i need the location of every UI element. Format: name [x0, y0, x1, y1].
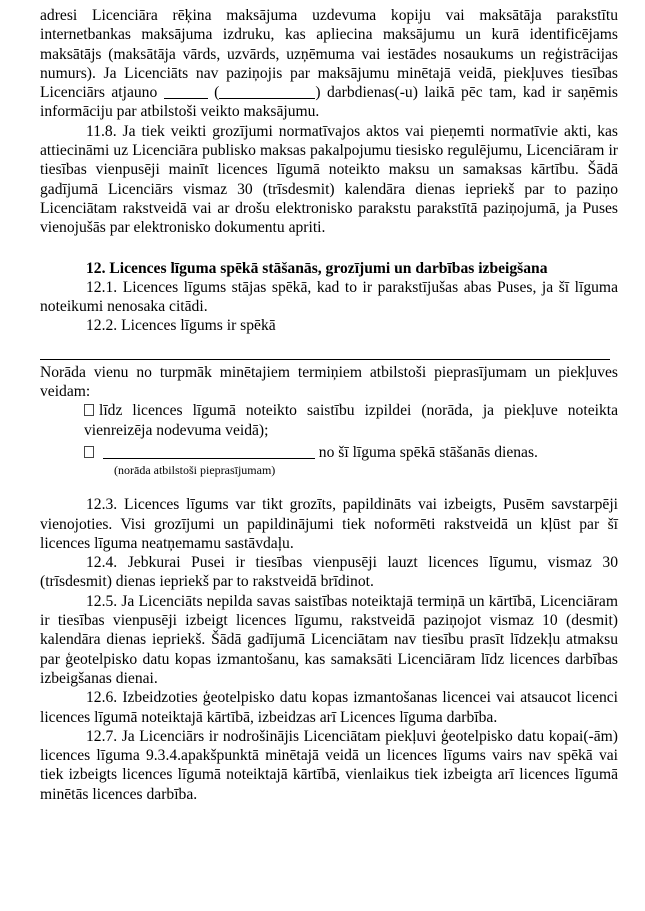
continuation-text: adresi Licenciāra rēķina maksājuma uzdevuma kopiju vai maksātāja parakstītu internetbankas maksājuma izdruku, kas apliecina maksājumu un kurā identificējams maksātājs (maksātāja vārds, uzvārds, uzņēmuma vai iestādes nosaukums un reģistrācijas numurs). Ja Licenciāts nav paziņojis par maksājumu minētajā veidā, piekļuves tiesības Licenciārs atjauno [40, 7, 618, 102]
blank-days-words[interactable] [219, 84, 315, 99]
blank-term-input[interactable] [103, 444, 315, 459]
horizontal-rule [40, 359, 610, 360]
paren-open: ( [207, 84, 220, 102]
continuation-text-end: darbdienas(-u) laikā pēc tam, kad ir saņēmis informāciju par atbilstoši veikto maksājumu. [40, 84, 618, 121]
continuation-paragraph [40, 6, 618, 122]
clause-12-2: 12.2. Licences līgums ir spēkā [86, 317, 276, 335]
checkbox-option-1[interactable] [84, 404, 94, 416]
clause-12-6: 12.6. Izbeidzoties ģeotelpisko datu kopas izmantošanas licencei vai atsaucot licenci licences līgumā noteiktajā kārtībā, izbeidzas arī Licences līguma darbība. [40, 689, 618, 726]
option-1 [40, 401, 618, 440]
clause-12-5: 12.5. Ja Licenciāts nepilda savas saistības noteiktajā termiņā un kārtībā, Licenciāram ir tiesības vienpusēji izbeigt licences līgumu, rakstveidā paziņojot vismaz 10 (desmit) kalendāra dienas iepriekš. Šādā gadījumā Licenciātam nav tiesību prasīt līdzekļu atmaksu par ģeotelpisko datu kopas izmantošanu, kas samaksāti Licenciāram līdz licences darbības izbeigšanas dienai. [40, 592, 618, 687]
option-2 [40, 443, 618, 462]
blank-days-number[interactable] [164, 84, 208, 99]
clause-11-8: 11.8. Ja tiek veikti grozījumi normatīvajos aktos vai pieņemti normatīvie akti, kas attiecināmi uz Licenciāra publisko maksas pakalpojumu tiesisko regulējumu, Licenciāram ir tiesības vienpusēji mainīt licences līgumā noteikto maksu un samaksas kārtību. Šādā gadījumā Licenciārs vismaz 30 (trīsdesmit) kalendāra dienas iepriekš par to paziņo Licenciātam rakstveidā vai ar drošu elektronisko parakstu parakstītā paziņojumā, ja Puses vienojušās par elektronisko dokumentu apriti. [40, 122, 618, 237]
clause-12-3: 12.3. Licences līgums var tikt grozīts, papildināts vai izbeigts, Pusēm savstarpēji vienojoties. Visi grozījumi un papildinājumi tiek noformēti rakstveidā un kļūst par šī licences līguma neatņemamu sastāvdaļu. [40, 496, 618, 552]
paren-close: ) [315, 84, 321, 102]
clause-12-4: 12.4. Jebkurai Pusei ir tiesības vienpusēji lauzt licences līgumu, vismaz 30 (trīsdesmit) dienas iepriekš par to rakstveidā brīdinot. [40, 554, 618, 591]
section-12-heading: 12. Licences līguma spēkā stāšanās, grozījumi un darbības izbeigšana [86, 259, 548, 277]
document-page [40, 6, 618, 804]
instruction-text: Norāda vienu no turpmāk minētajiem termiņiem atbilstoši pieprasījumam un piekļuves veidam: [40, 363, 618, 401]
option-2-note: (norāda atbilstoši pieprasījumam) [114, 463, 276, 478]
checkbox-option-2[interactable] [84, 446, 94, 458]
option-1-label: līdz licences līgumā noteikto saistību izpildei (norāda, ja piekļuve noteikta vienreizēja nodevuma veidā); [84, 402, 618, 439]
option-2-label: no šī līguma spēkā stāšanās dienas. [314, 443, 538, 461]
clause-12-1: 12.1. Licences līgums stājas spēkā, kad to ir parakstījušas abas Puses, ja šī līguma noteikumi nenosaka citādi. [40, 278, 618, 316]
clause-12-7: 12.7. Ja Licenciārs ir nodrošinājis Licenciātam piekļuvi ģeotelpisko datu kopai(-ām) licences līguma 9.3.4.apakšpunktā minētajā veidā un licences līgums vairs nav spēkā vai tiek izbeigts licences līgumā noteiktajā kārtībā, vienlaikus tiek izbeigta arī licences līgumā minētās licences darbība. [40, 727, 618, 803]
